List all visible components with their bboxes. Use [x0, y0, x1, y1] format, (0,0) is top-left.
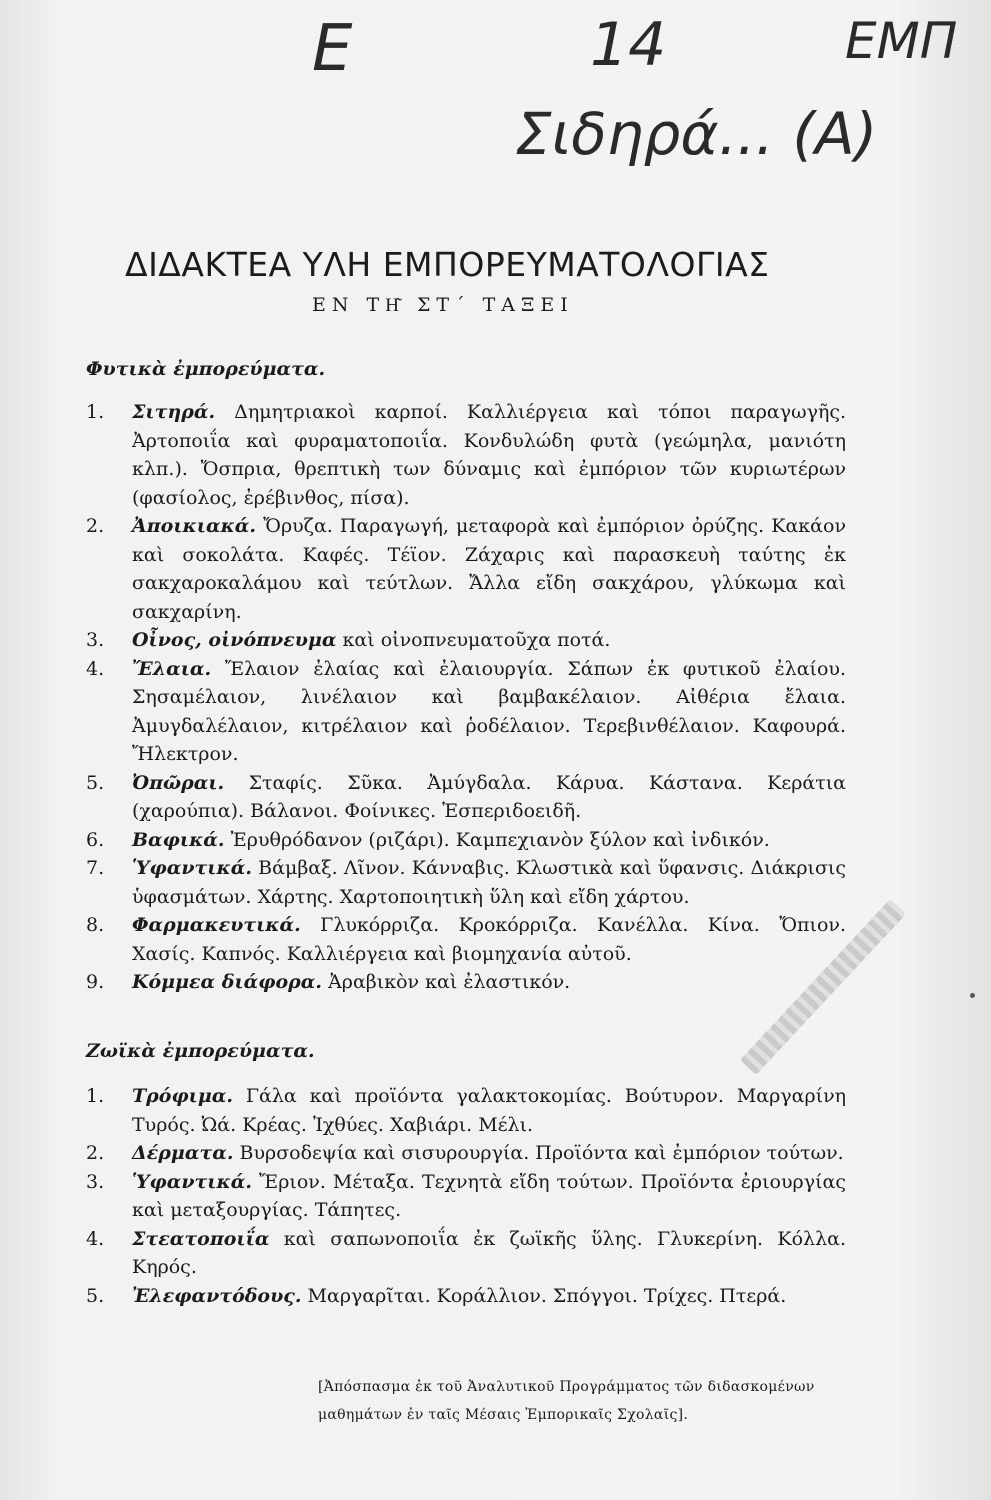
item-head: Φαρμακευτικά.: [132, 914, 301, 936]
item-number: 1.: [86, 1085, 105, 1107]
list-item: [86, 512, 846, 626]
plant-goods-list: [86, 398, 846, 997]
section-heading-animal: Ζωϊκὰ ἐμπορεύματα.: [86, 1040, 315, 1062]
list-item: [86, 1082, 846, 1139]
item-head: Ἔλαια.: [132, 657, 212, 680]
list-item: [86, 1225, 846, 1282]
item-text: Ἔλαιον ἐλαίας καὶ ἐλαιουργία. Σάπων ἐκ φυτικοῦ ἐλαίου. Σησαμέλαιον, λινέλαιον καὶ βαμβακέλαιον. Αἰθέρια ἔλαια. Ἀμυγδαλέλαιον, κιτρέλαιον καὶ ῥοδέλαιον. Τερεβινθέλαιον. Καφουρά. Ἤλεκτρον.: [132, 657, 846, 765]
list-item: [86, 911, 846, 968]
item-head: Ὑφαντικά.: [132, 1170, 252, 1193]
item-text: Ὄρυζα. Παραγωγή, μεταφορὰ καὶ ἐμπόριον ὀρύζης. Κακάον καὶ σοκολάτα. Καφές. Τέϊον. Ζάχαρις καὶ παρασκευὴ ταύτης ἐκ σακχαροκαλάμου καὶ τεύτλων. Ἄλλα εἴδη σακχάρου, γλύκωμα καὶ σακχαρίνη.: [132, 515, 846, 623]
item-text: Ἐρυθρόδανον (ριζάρι). Καμπεχιανὸν ξύλον καὶ ἰνδικόν.: [230, 828, 770, 851]
item-number: 4.: [86, 1227, 105, 1250]
item-number: 3.: [86, 629, 105, 651]
item-number: 8.: [86, 914, 105, 936]
item-number: 1.: [86, 401, 105, 423]
handwritten-letter: E: [312, 12, 353, 86]
item-number: 4.: [86, 657, 105, 680]
item-head: Βαφικά.: [132, 828, 225, 851]
item-text: καὶ οἰνοπνευματοῦχα ποτά.: [342, 629, 611, 651]
list-item: [86, 1139, 846, 1168]
item-head: Σιτηρά.: [132, 401, 216, 423]
item-number: 9.: [86, 971, 105, 993]
item-text: Ἔριον. Μέταξα. Τεχνητὰ εἴδη τούτων. Προϊόντα ἐριουργίας καὶ μεταξουργίας. Τάπητες.: [132, 1170, 846, 1221]
item-head: Οἶνος, οἰνόπνευμα: [132, 629, 337, 651]
item-head: Δέρματα.: [132, 1142, 234, 1164]
item-number: 5.: [86, 1284, 105, 1307]
footnote: [Ἀπόσπασμα ἐκ τοῦ Ἀναλυτικοῦ Προγράμματος τῶν διδασκομένων μαθημάτων ἐν ταῖς Μέσαις Ἐμπορικαῖς Σχολαῖς].: [318, 1379, 815, 1423]
item-head: Στεατοποιΐα: [132, 1227, 270, 1250]
item-text: Βυρσοδεψία καὶ σισυρουργία. Προϊόντα καὶ ἐμπόριον τούτων.: [239, 1142, 844, 1164]
item-text: Ἀραβικὸν καὶ ἐλαστικόν.: [328, 971, 571, 993]
list-item: [86, 854, 846, 911]
item-text: καὶ σαπωνοποιΐα ἐκ ζωϊκῆς ὕλης. Γλυκερίνη. Κόλλα. Κηρός.: [132, 1227, 846, 1278]
item-number: 5.: [86, 771, 105, 794]
animal-goods-list: [86, 1082, 846, 1310]
handwritten-number: 14: [590, 10, 667, 80]
list-item: [86, 826, 846, 855]
list-item: [86, 1168, 846, 1225]
item-head: Ὀπῶραι.: [132, 771, 225, 794]
page-title: ΔΙΔΑΚΤΕΑ ΥΛΗ ΕΜΠΟΡΕΥΜΑΤΟΛΟΓΙΑΣ: [125, 245, 770, 284]
handwritten-code: ΕΜΠ: [845, 12, 958, 70]
item-number: 7.: [86, 857, 105, 879]
item-text: Μαργαρῖται. Κοράλλιον. Σπόγγοι. Τρίχες. Πτερά.: [307, 1284, 787, 1307]
list-item: [86, 626, 846, 655]
item-number: 2.: [86, 515, 105, 537]
list-item: [86, 769, 846, 826]
ink-mark: [970, 993, 975, 998]
item-head: Ἀποικιακά.: [132, 515, 257, 537]
item-head: Κόμμεα διάφορα.: [132, 971, 323, 993]
item-number: 3.: [86, 1170, 105, 1193]
item-text: Δημητριακοὶ καρποί. Καλλιέργεια καὶ τόποι παραγωγῆς. Ἀρτοποιΐα καὶ φυραματοποιΐα. Κονδυλώδη φυτὰ (γεώμηλα, μανιότη κλπ.). Ὄσπρια, θρεπτικὴ των δύναμις καὶ ἐμπόριον τῶν κυριωτέρων (φασίολος, ἐρέβινθος, πίσα).: [132, 401, 847, 509]
page-subtitle: ΕΝ ΤΗ͂ ΣΤ΄ ΤΑΞΕΙ: [312, 294, 574, 316]
item-number: 6.: [86, 828, 105, 851]
item-head: Τρόφιμα.: [132, 1085, 233, 1107]
item-number: 2.: [86, 1142, 105, 1164]
section-heading-plant: Φυτικὰ ἐμπορεύματα.: [86, 358, 326, 380]
item-head: Ἐλεφαντόδους.: [132, 1284, 302, 1307]
list-item: [86, 655, 846, 769]
item-text: Βάμβαξ. Λῖνον. Κάνναβις. Κλωστικὰ καὶ ὕφανσις. Διάκρισις ὑφασμάτων. Χάρτης. Χαρτοποιητικὴ ὕλη καὶ εἴδη χάρτου.: [132, 857, 847, 908]
list-item: [86, 1282, 846, 1311]
item-text: Γάλα καὶ προϊόντα γαλακτοκομίας. Βούτυρον. Μαργαρίνη Τυρός. Ὠά. Κρέας. Ἰχθύες. Χαβιάρι. Μέλι.: [132, 1085, 847, 1136]
item-head: Ὑφαντικά.: [132, 857, 252, 879]
list-item: [86, 968, 846, 997]
list-item: [86, 398, 846, 512]
handwritten-annotation: Σιδηρά... (Α): [515, 100, 878, 168]
item-text: Γλυκόρριζα. Κροκόρριζα. Κανέλλα. Κίνα. Ὄπιον. Χασίς. Καπνός. Καλλιέργεια καὶ βιομηχανία αὐτοῦ.: [132, 914, 846, 965]
item-text: Σταφίς. Σῦκα. Ἀμύγδαλα. Κάρυα. Κάστανα. Κεράτια (χαρούπια). Βάλανοι. Φοίνικες. Ἑσπεριδοειδῆ.: [132, 771, 846, 822]
